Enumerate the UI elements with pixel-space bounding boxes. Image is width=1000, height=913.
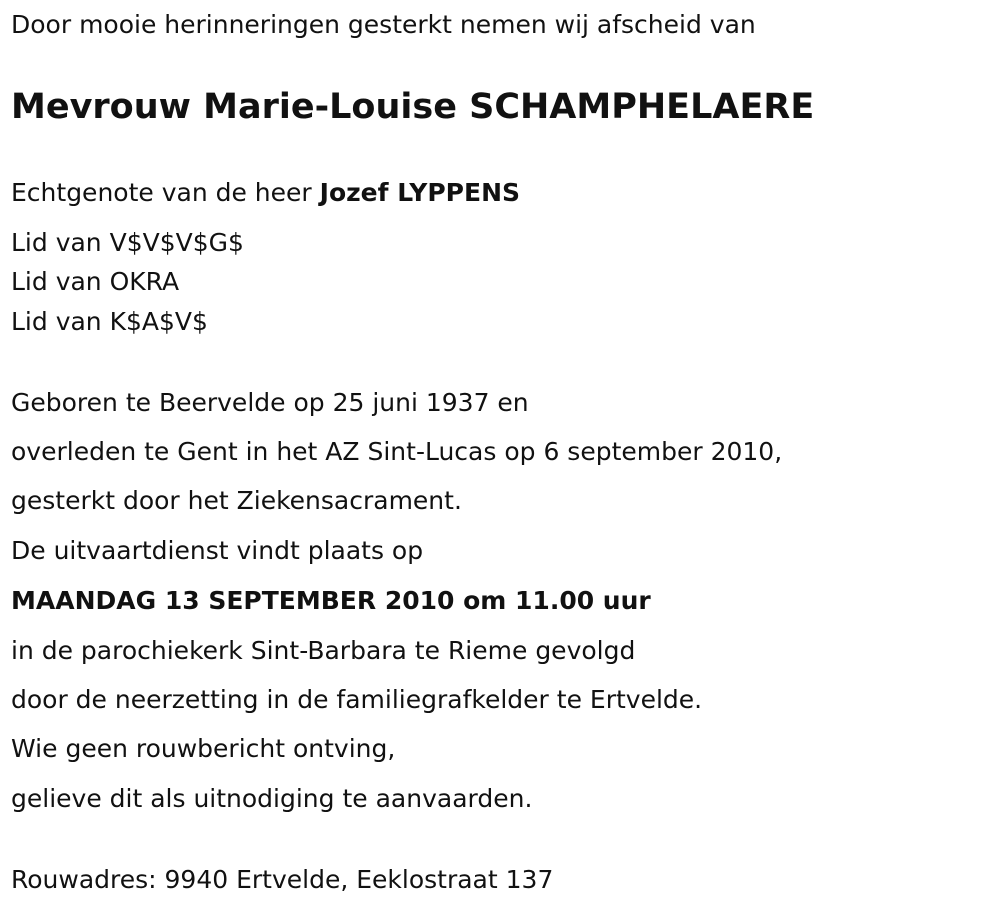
burial-line: door de neerzetting in de familiegrafkelder te Ertvelde. [11, 685, 703, 714]
service-intro: De uitvaartdienst vindt plaats op [11, 536, 424, 565]
intro-text: Door mooie herinneringen gesterkt nemen wij afscheid van [11, 10, 756, 39]
spouse-prefix: Echtgenote van de heer [11, 178, 320, 207]
membership-3: Lid van K$A$V$ [11, 307, 208, 336]
service-date: MAANDAG 13 SEPTEMBER 2010 om 11.00 uur [11, 586, 651, 615]
spouse-name: Jozef LYPPENS [319, 178, 521, 207]
deceased-name: Mevrouw Marie-Louise SCHAMPHELAERE [11, 87, 815, 127]
spouse-line [11, 178, 520, 208]
sacrament-line: gesterkt door het Ziekensacrament. [11, 486, 462, 515]
notice-line-2: gelieve dit als uitnodiging te aanvaarden. [11, 784, 533, 813]
membership-2: Lid van OKRA [11, 267, 180, 296]
notice-line-1: Wie geen rouwbericht ontving, [11, 734, 396, 763]
birth-line: Geboren te Beervelde op 25 juni 1937 en [11, 388, 529, 417]
mourning-address: Rouwadres: 9940 Ertvelde, Eeklostraat 137 [11, 865, 554, 894]
membership-1: Lid van V$V$V$G$ [11, 228, 244, 257]
death-line: overleden te Gent in het AZ Sint-Lucas op 6 september 2010, [11, 437, 783, 466]
service-place: in de parochiekerk Sint-Barbara te Rieme gevolgd [11, 636, 636, 665]
